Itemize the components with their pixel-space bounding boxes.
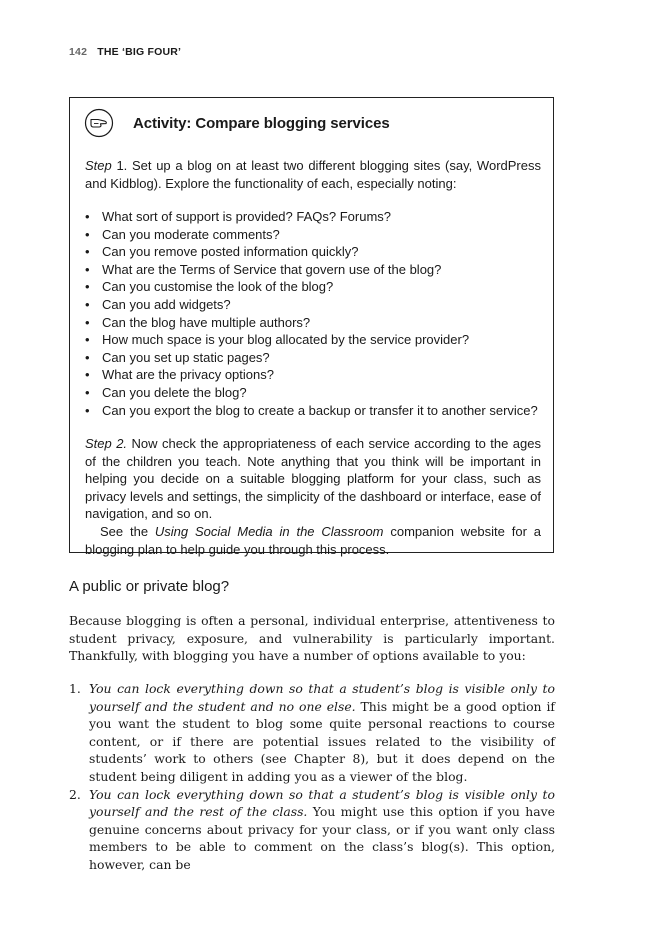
companion-note-pre: See the: [100, 523, 155, 539]
running-header: [69, 46, 181, 58]
intro-paragraph: [69, 612, 555, 665]
option-number: 2.: [69, 786, 81, 802]
options-list: [69, 680, 555, 874]
companion-note-post: companion website for a blogging plan to help guide you through this process.: [85, 523, 541, 557]
checklist-item: • What sort of support is provided? FAQs? Forums?: [85, 208, 545, 226]
option-item: [69, 680, 555, 786]
checklist-item: • Can you customise the look of the blog?: [85, 278, 545, 296]
intro-text: Because blogging is often a personal, individual enterprise, attentiveness to student privacy, exposure, and vulnerability is particularly important. Thankfully, with blogging you have a number of options available to you:: [69, 613, 555, 664]
step-2-label: Step 2.: [85, 436, 128, 451]
companion-site-title: Using Social Media in the Classroom: [154, 523, 384, 539]
activity-title: Activity: Compare blogging services: [133, 115, 390, 132]
step-2-paragraph: [85, 435, 541, 523]
option-number: 1.: [69, 681, 81, 696]
option-italic: You can lock everything down so that a student’s blog is visible only to yourself and the rest of the class.: [89, 786, 555, 820]
activity-box: [69, 97, 554, 557]
option-text: This might be a good option if you want the student to blog some quite personal reactions to course content, or if there are potential issues related to the visibility of students’ work to others (see Chapter 8), but it does depend on the student being diligent in adding you as a viewer of the blog.: [89, 698, 555, 784]
option-item: [69, 786, 555, 874]
running-title: THE ‘BIG FOUR’: [97, 46, 182, 58]
step-2-section: [85, 435, 541, 558]
step-2-text: Now check the appropriateness of each service according to the ages of the children you teach. Note anything that you think will be important in helping you decide on a suitable blogging platform for your class, such as privacy levels and settings, the simplicity of the dashboard or interface, ease of navigation, and so on.: [85, 436, 541, 522]
option-italic: You can lock everything down so that a student’s blog is visible only to yourself and the student and no one else.: [89, 681, 555, 714]
step-1-text: 1. Set up a blog on at least two different blogging sites (say, WordPress and Kidblog). Explore the functionality of each, especially noting:: [85, 158, 541, 191]
checklist-item: • Can you delete the blog?: [85, 384, 545, 402]
checklist-item: • Can you export the blog to create a backup or transfer it to another service?: [85, 402, 545, 420]
step-1-paragraph: [85, 157, 541, 192]
step-1-label: Step: [85, 158, 112, 173]
companion-note: [85, 523, 541, 558]
checklist-item: • What are the privacy options?: [85, 366, 545, 384]
checklist-item: • What are the Terms of Service that govern use of the blog?: [85, 261, 545, 279]
section-heading: A public or private blog?: [69, 578, 230, 595]
checklist: [85, 208, 545, 419]
checklist-item: • How much space is your blog allocated by the service provider?: [85, 331, 545, 349]
page-number: 142: [69, 46, 88, 58]
checklist-item: • Can you moderate comments?: [85, 226, 545, 244]
checklist-item: • Can you remove posted information quickly?: [85, 243, 545, 261]
option-text: You might use this option if you have genuine concerns about privacy for your class, or if you want only class members to be able to comment on the class’s blog(s). This option, however, can be: [89, 804, 555, 872]
pointing-hand-icon: [84, 108, 114, 138]
checklist-item: • Can you add widgets?: [85, 296, 545, 314]
checklist-item: • Can the blog have multiple authors?: [85, 314, 545, 332]
checklist-item: • Can you set up static pages?: [85, 349, 545, 367]
